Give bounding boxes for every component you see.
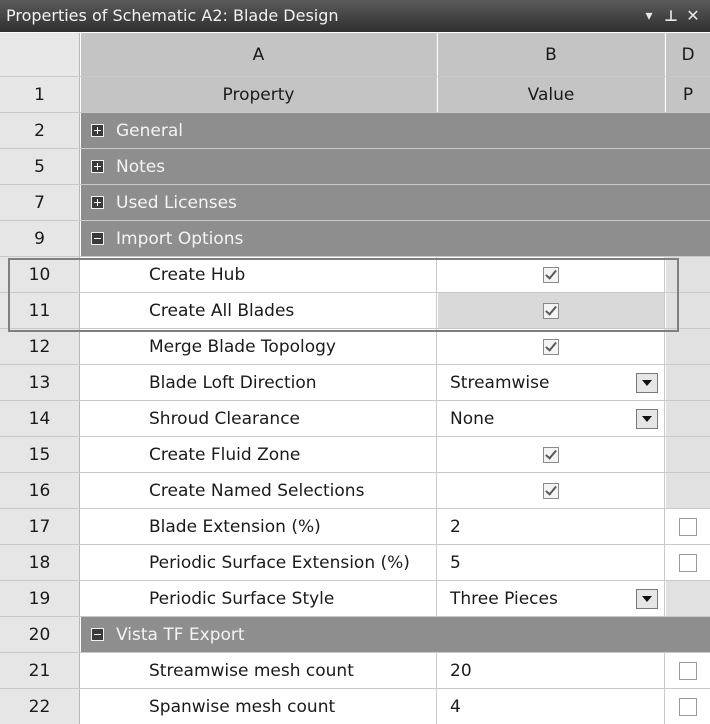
row-number[interactable]: 19 (0, 581, 80, 616)
dropdown-value: None (450, 408, 495, 429)
checkbox[interactable] (543, 483, 559, 499)
property-row[interactable] (0, 509, 710, 545)
parameter-cell[interactable] (666, 509, 710, 544)
property-label: Periodic Surface Extension (%) (81, 545, 437, 580)
property-row[interactable] (0, 329, 710, 365)
group-header[interactable] (81, 113, 710, 148)
collapse-icon[interactable] (91, 628, 104, 641)
row-number[interactable]: 11 (0, 293, 80, 328)
group-label: Used Licenses (116, 192, 237, 213)
property-label: Create Fluid Zone (81, 437, 437, 472)
row-number[interactable]: 5 (0, 149, 80, 184)
corner-cell[interactable] (0, 33, 80, 76)
property-label: Blade Extension (%) (81, 509, 437, 544)
expand-icon[interactable] (91, 196, 104, 209)
property-label: Shroud Clearance (81, 401, 437, 436)
parameter-cell-empty (666, 257, 710, 292)
group-header[interactable] (81, 185, 710, 220)
value-text-field[interactable]: 20 (438, 653, 665, 688)
property-label: Spanwise mesh count (81, 689, 437, 724)
property-row[interactable] (0, 473, 710, 509)
checkmark-icon (545, 303, 557, 315)
value-checkbox-cell[interactable] (438, 437, 665, 472)
chevron-down-icon[interactable] (636, 409, 658, 429)
parameter-cell[interactable] (666, 545, 710, 580)
row-number[interactable]: 12 (0, 329, 80, 364)
checkbox[interactable] (543, 447, 559, 463)
property-label: Streamwise mesh count (81, 653, 437, 688)
value-text-field[interactable]: 2 (438, 509, 665, 544)
property-row[interactable] (0, 689, 710, 724)
column-header-b[interactable]: B (438, 33, 665, 76)
collapse-icon[interactable] (91, 232, 104, 245)
row-number[interactable]: 17 (0, 509, 80, 544)
group-label: Import Options (116, 228, 244, 249)
parameter-column-header: P (666, 77, 710, 112)
property-label: Blade Loft Direction (81, 365, 437, 400)
group-header[interactable] (81, 149, 710, 184)
expand-icon[interactable] (91, 160, 104, 173)
row-number[interactable]: 1 (0, 77, 80, 112)
row-number[interactable]: 22 (0, 689, 80, 724)
row-number[interactable]: 2 (0, 113, 80, 148)
properties-grid (0, 33, 710, 724)
checkmark-icon (545, 267, 557, 279)
row-number[interactable]: 9 (0, 221, 80, 256)
parameter-cell-empty (666, 437, 710, 472)
window-titlebar (0, 0, 710, 32)
value-dropdown[interactable] (438, 401, 665, 436)
row-number[interactable]: 16 (0, 473, 80, 508)
property-row[interactable] (0, 581, 710, 617)
value-text-field[interactable]: 5 (438, 545, 665, 580)
dropdown-arrow-icon[interactable]: ▾ (645, 8, 653, 24)
row-number[interactable]: 15 (0, 437, 80, 472)
checkbox[interactable] (543, 303, 559, 319)
property-row[interactable] (0, 545, 710, 581)
parameter-checkbox[interactable] (679, 518, 697, 536)
column-letter-row (0, 33, 710, 77)
column-header-a[interactable]: A (81, 33, 437, 76)
group-row[interactable] (0, 617, 710, 653)
chevron-down-icon[interactable] (636, 589, 658, 609)
parameter-checkbox[interactable] (679, 662, 697, 680)
parameter-cell-empty (666, 473, 710, 508)
group-label: General (116, 120, 183, 141)
column-header-d[interactable]: D (666, 33, 710, 76)
row-number[interactable]: 18 (0, 545, 80, 580)
value-checkbox-cell[interactable] (438, 329, 665, 364)
row-number[interactable]: 21 (0, 653, 80, 688)
property-row[interactable] (0, 293, 710, 329)
group-row[interactable] (0, 149, 710, 185)
property-column-header: Property (81, 77, 437, 112)
group-header[interactable] (81, 221, 710, 256)
value-checkbox-cell[interactable] (438, 473, 665, 508)
group-row[interactable] (0, 185, 710, 221)
property-label: Create Hub (81, 257, 437, 292)
checkbox[interactable] (543, 267, 559, 283)
row-number[interactable]: 7 (0, 185, 80, 220)
dropdown-value: Three Pieces (450, 588, 558, 609)
checkmark-icon (545, 447, 557, 459)
property-row[interactable] (0, 653, 710, 689)
checkbox[interactable] (543, 339, 559, 355)
titlebar-controls (638, 0, 704, 32)
group-label: Notes (116, 156, 166, 177)
group-header[interactable] (81, 617, 710, 652)
property-label: Periodic Surface Style (81, 581, 437, 616)
value-checkbox-cell[interactable] (438, 257, 665, 292)
close-icon[interactable]: ✕ (686, 6, 700, 25)
property-label: Create All Blades (81, 293, 437, 328)
parameter-cell[interactable] (666, 689, 710, 724)
property-row[interactable] (0, 365, 710, 401)
value-dropdown[interactable] (438, 365, 665, 400)
row-number[interactable]: 14 (0, 401, 80, 436)
value-column-header: Value (438, 77, 665, 112)
row-number[interactable]: 20 (0, 617, 80, 652)
row-number[interactable]: 10 (0, 257, 80, 292)
parameter-cell-empty (666, 293, 710, 328)
group-label: Vista TF Export (116, 624, 245, 645)
parameter-cell-empty (666, 329, 710, 364)
value-text-field[interactable]: 4 (438, 689, 665, 724)
chevron-down-icon[interactable] (636, 373, 658, 393)
parameter-cell-empty (666, 365, 710, 400)
checkmark-icon (545, 483, 557, 495)
window-title: Properties of Schematic A2: Blade Design (6, 6, 339, 25)
dropdown-value: Streamwise (450, 372, 550, 393)
row-number[interactable]: 13 (0, 365, 80, 400)
value-checkbox-cell[interactable] (438, 293, 665, 328)
group-row[interactable] (0, 113, 710, 149)
parameter-checkbox[interactable] (679, 698, 697, 716)
value-dropdown[interactable] (438, 581, 665, 616)
property-row[interactable] (0, 437, 710, 473)
property-row[interactable] (0, 257, 710, 293)
pin-icon[interactable]: ⊥ (664, 7, 678, 25)
property-label: Merge Blade Topology (81, 329, 437, 364)
property-row[interactable] (0, 401, 710, 437)
parameter-cell[interactable] (666, 653, 710, 688)
parameter-cell-empty (666, 401, 710, 436)
checkmark-icon (545, 339, 557, 351)
parameter-cell-empty (666, 581, 710, 616)
parameter-checkbox[interactable] (679, 554, 697, 572)
property-label: Create Named Selections (81, 473, 437, 508)
property-header-row (0, 77, 710, 113)
group-row[interactable] (0, 221, 710, 257)
expand-icon[interactable] (91, 124, 104, 137)
